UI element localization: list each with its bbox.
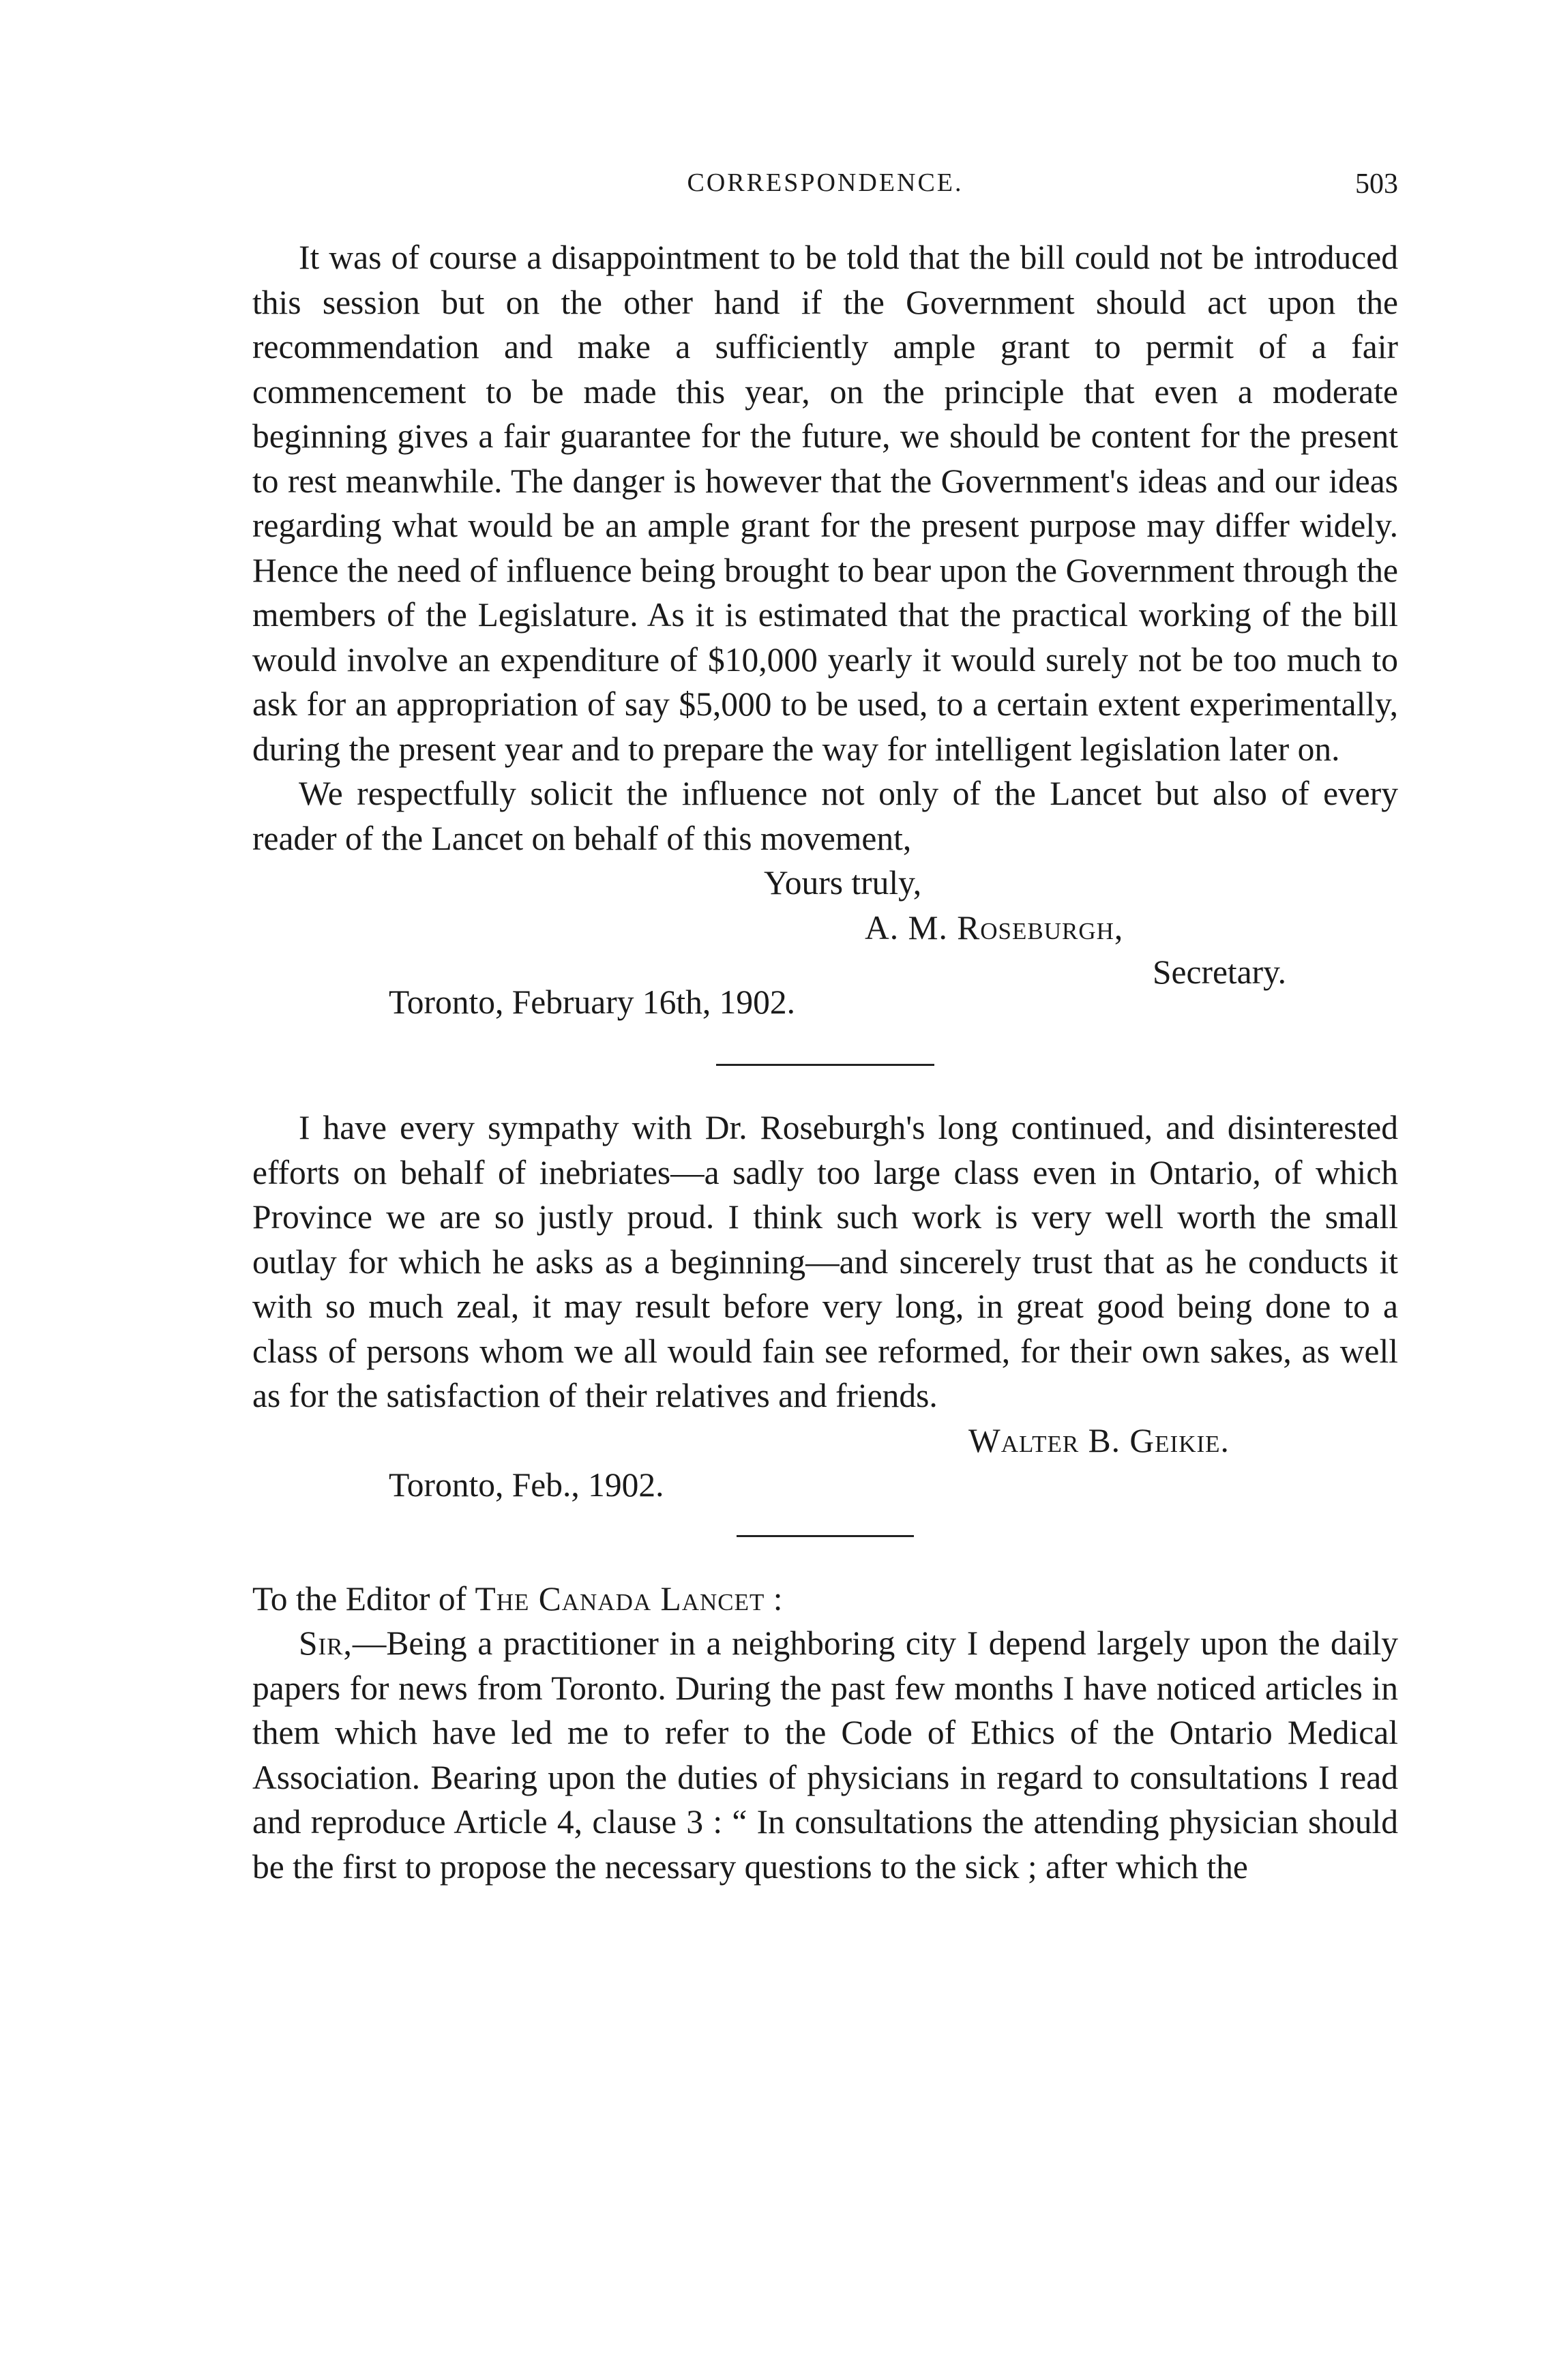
letter1-closing: Yours truly, [764,864,922,902]
letter2-paragraph: I have every sympathy with Dr. Roseburgh's long continued, and disinterested efforts on behalf of inebriates—a sadly too large class even in Ontario, of which Province we are so justly proud. I think such work is very well worth the small outlay for which he asks as a beginning—and sincerely trust that as he conducts it with so much zeal, it may result before very long, in great good being done to a class of persons whom we all would fain see reformed, for their own sakes, as well as for the satisfaction of their relatives and friends. [252,1109,1398,1414]
letter1-place-date: Toronto, February 16th, 1902. [389,983,795,1021]
page-number: 503 [1355,168,1398,200]
letter3-address-suffix: : [765,1579,783,1618]
letter2-signature: Walter B. Geikie. [968,1421,1230,1459]
letter1-signature-title: Secretary. [1153,953,1287,991]
letter3-paragraph [252,1621,1398,1889]
letter1-paragraph-2: We respectfully solicit the influence not only of the Lancet but also of every reader of the Lancet on behalf of this movement, [252,775,1398,857]
letter3-publication-name: The Canada Lancet [475,1579,765,1618]
running-title: CORRESPONDENCE. [687,168,964,197]
letter1-signature-name: A. M. Roseburgh, [865,908,1124,947]
letter2-place-date: Toronto, Feb., 1902. [389,1466,664,1504]
letter3-paragraph-text: —Being a practitioner in a neighboring city I depend largely upon the daily papers for news from Toronto. During the past few months I have noticed articles in them which have led me to refer to the Code of Ethics of the Ontario Medical Association. Bearing upon the duties of physicians in regard to consultations I read and reproduce Article 4, clause 3 : “ In consultations the attending physician should be the first to propose the necessary questions to the sick ; after which the [252,1624,1398,1886]
letter3-address-prefix: To the Editor of [252,1579,475,1618]
letter3-salutation: Sir, [299,1624,353,1662]
page-header [252,168,1398,209]
letter1-paragraph-1: It was of course a disappointment to be told that the bill could not be introduced this session but on the other hand if the Government should act upon the recommendation and make a sufficiently ample grant to permit of a fair commencement to be made this year, on the principle that even a moderate beginning gives a fair guarantee for the future, we should be content for the present to rest meanwhile. The danger is however that the Government's ideas and our ideas regarding what would be an ample grant for the present purpose may differ widely. Hence the need of influence being brought to bear upon the Government through the members of the Legislature. As it is estimated that the practical working of the bill would involve an expenditure of $10,000 yearly it would surely not be too much to ask for an appropriation of say $5,000 to be used, to a certain extent experimentally, during the present year and to prepare the way for intelligent legislation later on. [252,239,1398,768]
letter3-address [252,1577,1398,1622]
page-body [252,235,1398,1889]
